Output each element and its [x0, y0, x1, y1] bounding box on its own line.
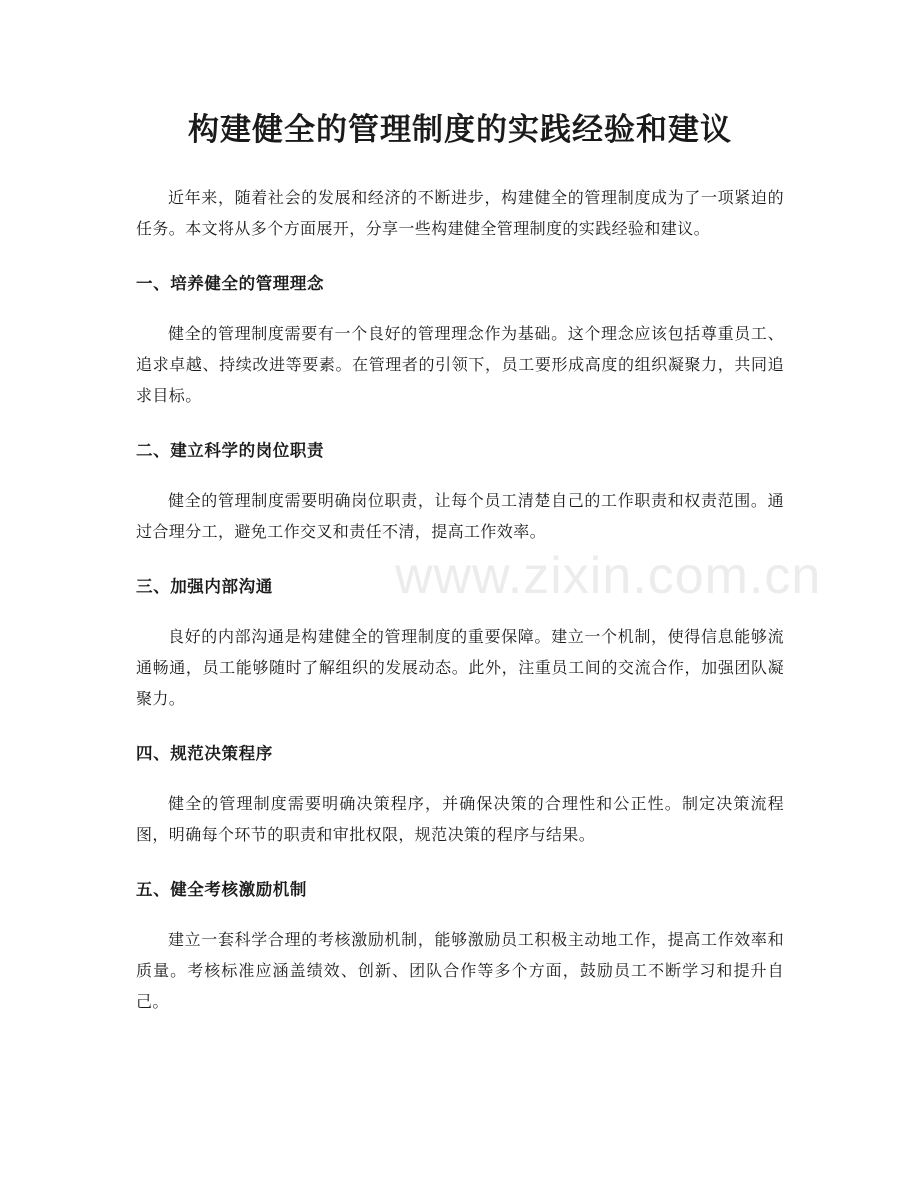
section-heading-4: 四、规范决策程序: [136, 744, 273, 763]
section-body-4: 健全的管理制度需要明确决策程序，并确保决策的合理性和公正性。制定决策流程图，明确每个环节的职责和审批权限，规范决策的程序与结果。: [136, 794, 784, 844]
section-body-3: 良好的内部沟通是构建健全的管理制度的重要保障。建立一个机制，使得信息能够流通畅通，员工能够随时了解组织的发展动态。此外，注重员工间的交流合作，加强团队凝聚力。: [136, 627, 784, 708]
intro-paragraph: 近年来，随着社会的发展和经济的不断进步，构建健全的管理制度成为了一项紧迫的任务。本文将从多个方面展开，分享一些构建健全管理制度的实践经验和建议。: [136, 188, 784, 238]
section-heading-2: 二、建立科学的岗位职责: [136, 441, 325, 460]
section-body-2: 健全的管理制度需要明确岗位职责，让每个员工清楚自己的工作职责和权责范围。通过合理分工，避免工作交叉和责任不清，提高工作效率。: [136, 491, 784, 541]
document-body: [136, 182, 784, 1044]
section-body-5: 建立一套科学合理的考核激励机制，能够激励员工积极主动地工作，提高工作效率和质量。考核标准应涵盖绩效、创新、团队合作等多个方面，鼓励员工不断学习和提升自己。: [136, 930, 784, 1011]
document-title: 构建健全的管理制度的实践经验和建议: [188, 112, 732, 148]
section-body-1: 健全的管理制度需要有一个良好的管理理念作为基础。这个理念应该包括尊重员工、追求卓越、持续改进等要素。在管理者的引领下，员工要形成高度的组织凝聚力，共同追求目标。: [136, 324, 784, 405]
section-heading-1: 一、培养健全的管理理念: [136, 274, 325, 293]
section-heading-5: 五、健全考核激励机制: [136, 880, 307, 899]
section-heading-3: 三、加强内部沟通: [136, 577, 273, 596]
watermark: www.zixin.com.cn: [395, 547, 822, 605]
